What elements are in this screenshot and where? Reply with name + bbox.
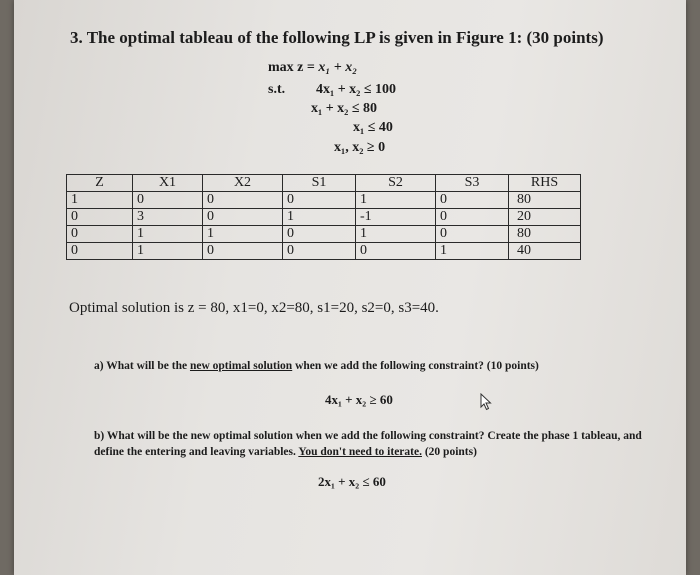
subject-to-label: s.t. [268, 82, 286, 97]
table-cell: 20 [509, 209, 581, 226]
table-cell: -1 [356, 209, 436, 226]
table-cell: 0 [356, 243, 436, 260]
tableau-header-row [67, 175, 581, 192]
part-a-question [94, 360, 539, 372]
part-a-constraint: 4x₁ + x₂ ≥ 60 [325, 392, 393, 407]
header-cell: X1 [133, 175, 203, 192]
part-b-label: b) [94, 430, 105, 442]
table-cell: 80 [509, 226, 581, 243]
part-a-label: a) [94, 360, 104, 372]
table-cell: 0 [203, 209, 283, 226]
table-cell: 1 [356, 192, 436, 209]
table-cell: 1 [356, 226, 436, 243]
part-a-text-before: What will be the [106, 360, 190, 372]
objective-expression: x₁ + x₂ [318, 60, 358, 75]
lp-objective [268, 60, 357, 76]
constraint-3: x₁ ≤ 40 [353, 120, 393, 135]
table-cell: 0 [67, 209, 133, 226]
table-cell: 0 [283, 243, 356, 260]
table-cell: 80 [509, 192, 581, 209]
table-cell: 1 [133, 243, 203, 260]
table-cell: 1 [283, 209, 356, 226]
part-b-constraint: 2x₁ + x₂ ≤ 60 [318, 474, 386, 489]
objective-label: max z = [268, 60, 319, 75]
table-cell: 0 [283, 226, 356, 243]
part-b-underlined: You don't need to iterate. [298, 446, 422, 458]
table-cell: 40 [509, 243, 581, 260]
header-cell: S2 [356, 175, 436, 192]
header-cell: Z [67, 175, 133, 192]
table-cell: 0 [67, 226, 133, 243]
nonnegativity-constraint: x₁, x₂ ≥ 0 [334, 140, 386, 155]
mouse-pointer-icon [480, 393, 492, 416]
tableau-row [67, 209, 581, 226]
part-b-text-after: (20 points) [421, 446, 477, 458]
table-cell: 0 [436, 226, 509, 243]
document-page [14, 0, 686, 575]
table-cell: 3 [133, 209, 203, 226]
mouse-pointer-icon [480, 393, 492, 411]
table-cell: 0 [203, 243, 283, 260]
part-b-text-before: What will be the new optimal solution when we add the following constraint? Create the phase 1 tableau, and define the entering and leaving variables. [94, 430, 642, 458]
optimal-solution-text: Optimal solution is z = 80, x1=0, x2=80, s1=20, s2=0, s3=40. [69, 300, 439, 316]
table-cell: 0 [436, 192, 509, 209]
table-cell: 0 [67, 243, 133, 260]
tableau-row [67, 226, 581, 243]
question-title: 3. The optimal tableau of the following LP is given in Figure 1: (30 points) [70, 28, 604, 47]
table-cell: 1 [133, 226, 203, 243]
part-a-underlined: new optimal solution [189, 360, 293, 372]
header-cell: S1 [283, 175, 356, 192]
header-cell: RHS [509, 175, 581, 192]
header-cell: S3 [436, 175, 509, 192]
part-b-question [94, 428, 654, 460]
part-a-text-after: when we add the following constraint? (10 points) [292, 360, 539, 372]
table-cell: 0 [203, 192, 283, 209]
table-cell: 1 [203, 226, 283, 243]
table-cell: 1 [436, 243, 509, 260]
table-cell: 0 [133, 192, 203, 209]
tableau-row [67, 243, 581, 260]
table-cell: 0 [436, 209, 509, 226]
table-cell: 0 [283, 192, 356, 209]
header-cell: X2 [203, 175, 283, 192]
table-cell: 1 [67, 192, 133, 209]
constraint-1: 4x₁ + x₂ ≤ 100 [316, 82, 397, 97]
optimal-tableau [66, 174, 581, 260]
constraint-2: x₁ + x₂ ≤ 80 [311, 101, 378, 116]
tableau-row [67, 192, 581, 209]
